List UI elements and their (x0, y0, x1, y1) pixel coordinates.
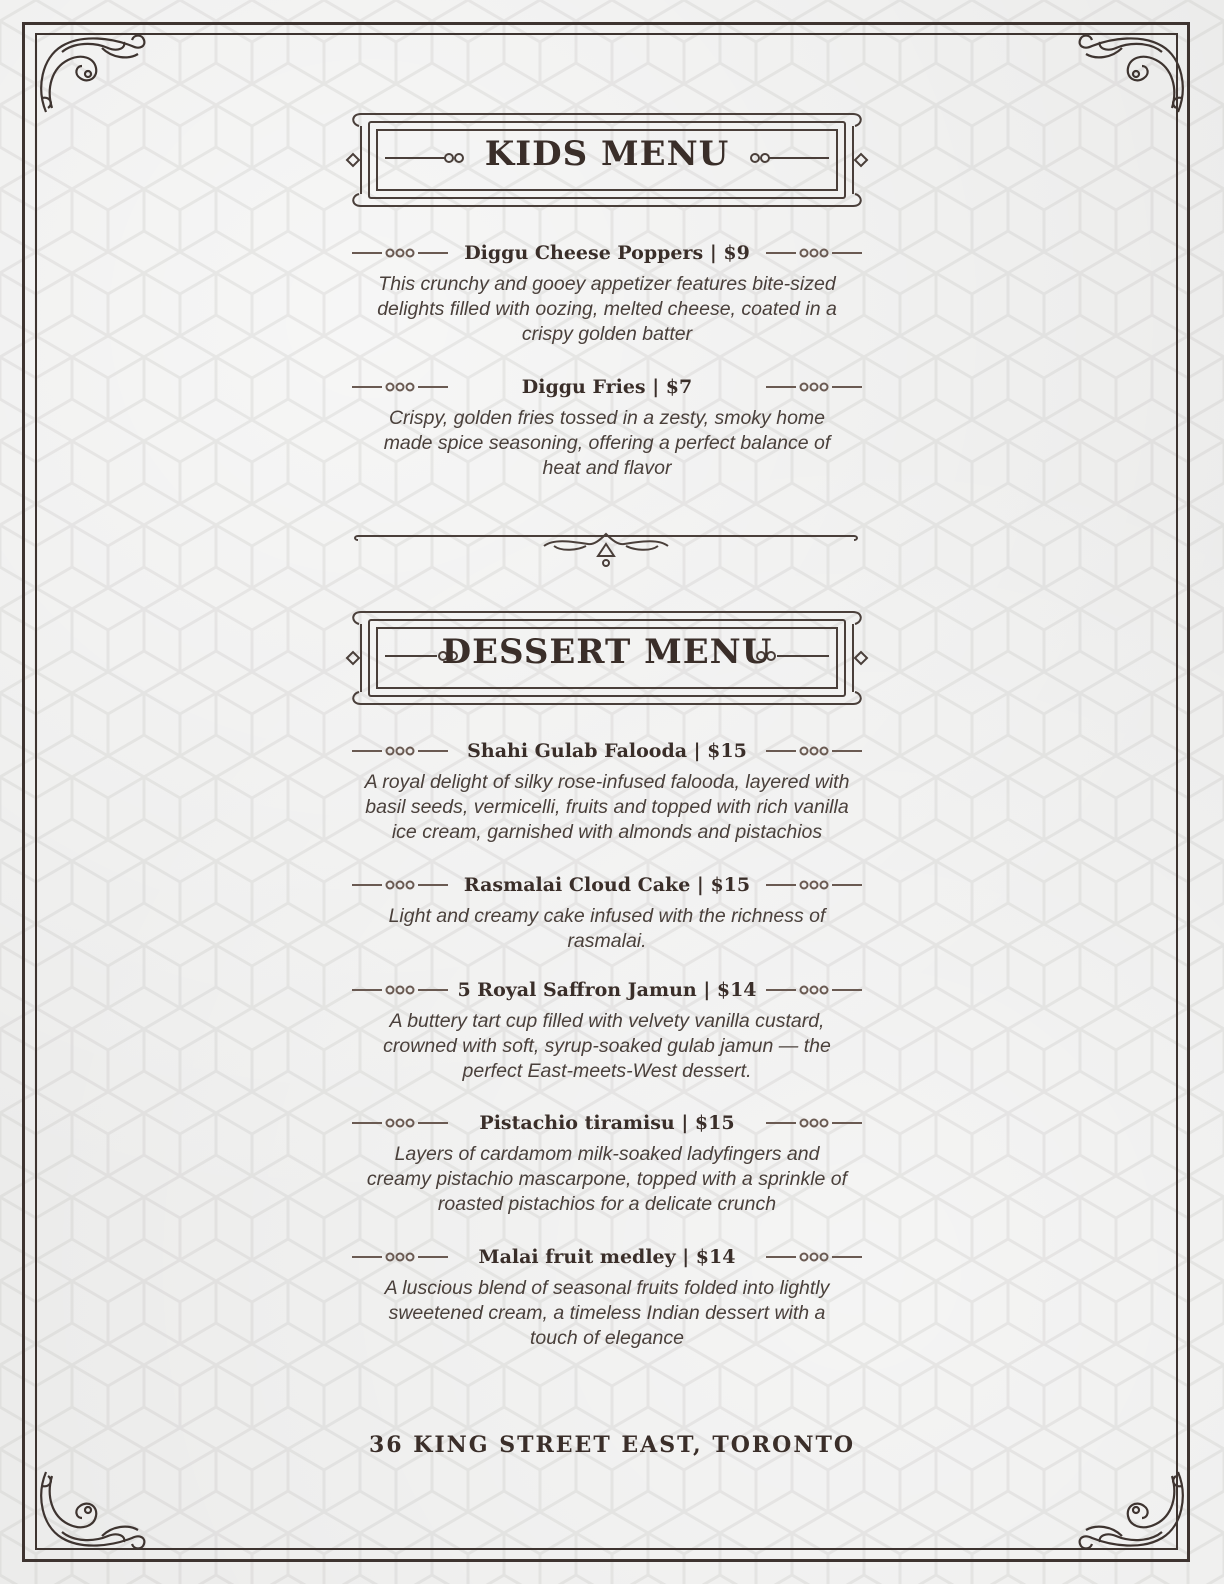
item-flourish-icon (352, 984, 448, 996)
item-flourish-icon (766, 879, 862, 891)
item-description: Light and creamy cake infused with the richness of rasmalai. (388, 905, 826, 952)
item-flourish-icon (352, 247, 448, 259)
item-flourish-icon (766, 247, 862, 259)
dessert-menu-badge (337, 606, 877, 710)
menu-item (352, 872, 862, 954)
item-flourish-icon (352, 879, 448, 891)
item-description: A royal delight of silky rose-infused falooda, layered with basil seeds, vermicelli, fruits and topped with rich vanilla ice cream, garnished with almonds and pistachios (364, 771, 850, 843)
item-flourish-icon (766, 1117, 862, 1129)
item-flourish-icon (352, 1251, 448, 1263)
item-name: Malai fruit medley | $14 (478, 1246, 736, 1268)
item-name: Shahi Gulab Falooda | $15 (467, 740, 747, 762)
item-flourish-icon (352, 381, 448, 393)
item-description: A luscious blend of seasonal fruits folded into lightly sweetened cream, a timeless Indian dessert with a touch of elegance (384, 1277, 830, 1349)
item-flourish-icon (766, 1251, 862, 1263)
item-name: Diggu Cheese Poppers | $9 (464, 242, 750, 264)
item-description: Crispy, golden fries tossed in a zesty, smoky home made spice seasoning, offering a perfect balance of heat and flavor (383, 407, 831, 479)
item-name: Pistachio tiramisu | $15 (479, 1112, 735, 1134)
section-divider-icon (354, 526, 858, 570)
item-flourish-icon (352, 745, 448, 757)
corner-flourish-icon (32, 28, 152, 118)
item-flourish-icon (766, 381, 862, 393)
corner-flourish-icon (1072, 28, 1192, 118)
item-name: 5 Royal Saffron Jamun | $14 (457, 979, 757, 1001)
kids-menu-badge (337, 108, 877, 212)
menu-item (352, 1110, 862, 1217)
menu-item (352, 977, 862, 1084)
item-flourish-icon (766, 984, 862, 996)
dessert-menu-title: DESSERT MENU (441, 632, 773, 672)
corner-flourish-icon (1072, 1466, 1192, 1556)
item-description: This crunchy and gooey appetizer features bite-sized delights filled with oozing, melted cheese, coated in a crispy golden batter (377, 273, 837, 345)
item-description: A buttery tart cup filled with velvety vanilla custard, crowned with soft, syrup-soaked gulab jamun — the perfect East-meets-West dessert. (383, 1010, 831, 1082)
item-flourish-icon (352, 1117, 448, 1129)
footer-address: 36 KING STREET EAST, TORONTO (369, 1432, 855, 1458)
menu-item (352, 240, 862, 347)
kids-menu-title: KIDS MENU (484, 134, 730, 174)
corner-flourish-icon (32, 1466, 152, 1556)
item-name: Rasmalai Cloud Cake | $15 (463, 874, 751, 896)
item-name: Diggu Fries | $7 (521, 376, 693, 398)
menu-item (352, 1244, 862, 1351)
menu-item (352, 374, 862, 481)
item-description: Layers of cardamom milk-soaked ladyfingers and creamy pistachio mascarpone, topped with a sprinkle of roasted pistachios for a delicate crunch (366, 1143, 848, 1215)
menu-item (352, 738, 862, 845)
item-flourish-icon (766, 745, 862, 757)
